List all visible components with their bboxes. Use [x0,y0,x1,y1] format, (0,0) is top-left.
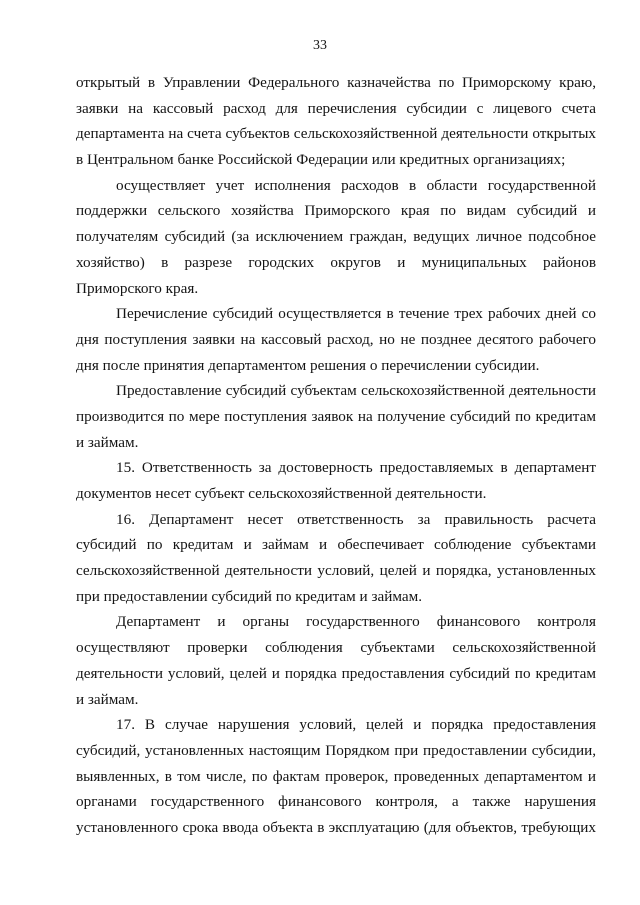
paragraph [76,609,596,712]
text-line: при предоставлении субсидий по кредитам и займам. [76,587,422,605]
text-line: Предоставление субсидий субъектам сельскохозяйственной деятельности [116,382,596,400]
text-line: и займам. [76,433,139,451]
text-line: 16. Департамент несет ответственность за правильность расчета [116,510,596,528]
text-line: 15. Ответственность за достоверность предоставляемых в департамент [116,459,596,477]
paragraph [76,173,596,301]
text-line: деятельности условий, целей и порядка предоставления субсидий по кредитам [76,664,596,682]
text-line: и займам. [76,690,139,708]
paragraph [76,455,596,506]
paragraph [76,507,596,610]
text-line: Перечисление субсидий осуществляется в течение трех рабочих дней со [116,305,596,323]
text-line: сельскохозяйственной деятельности условий, целей и порядка, установленных [76,562,596,580]
text-line: дня после принятия департаментом решения о перечислении субсидии. [76,356,540,374]
text-line: открытый в Управлении Федерального казначейства по Приморскому краю, [76,74,596,91]
text-line: установленного срока ввода объекта в эксплуатацию (для объектов, требующих [76,818,596,836]
text-line: дня поступления заявки на кассовый расход, но не позднее десятого рабочего [76,330,596,348]
text-line: 17. В случае нарушения условий, целей и порядка предоставления [116,716,596,734]
paragraph [76,301,596,378]
text-line: заявки на кассовый расход для перечисления субсидии с лицевого счета [76,99,596,117]
text-line: осуществляет учет исполнения расходов в области государственной [116,176,596,194]
text-line: субсидий по кредитам и займам и обеспечивает соблюдение субъектами [76,536,596,554]
paragraph [76,378,596,455]
text-line: получателям субсидий (за исключением граждан, ведущих личное подсобное [76,228,596,246]
text-line: поддержки сельского хозяйства Приморского края по видам субсидий и [76,202,596,220]
text-line: Приморского края. [76,279,199,297]
text-line: хозяйство) в разрезе городских округов и муниципальных районов [76,253,596,271]
document-body [76,70,596,841]
text-line: субсидий, установленных настоящим Порядком при предоставлении субсидии, [76,741,596,759]
text-line: органами государственного финансового контроля, а также нарушения [76,793,596,811]
paragraph [76,712,596,840]
text-line: документов несет субъект сельскохозяйственной деятельности. [76,485,487,502]
page-number: 33 [313,38,327,53]
text-line: выявленных, в том числе, по фактам проверок, проведенных департаментом и [76,767,596,785]
text-line: осуществляют проверки соблюдения субъектами сельскохозяйственной [76,639,596,657]
text-line: Департамент и органы государственного финансового контроля [116,613,596,631]
paragraph [76,70,596,173]
text-line: в Центральном банке Российской Федерации или кредитных организациях; [76,151,566,169]
text-line: департамента на счета субъектов сельскохозяйственной деятельности открытых [76,125,596,143]
text-line: производится по мере поступления заявок на получение субсидий по кредитам [76,407,596,425]
